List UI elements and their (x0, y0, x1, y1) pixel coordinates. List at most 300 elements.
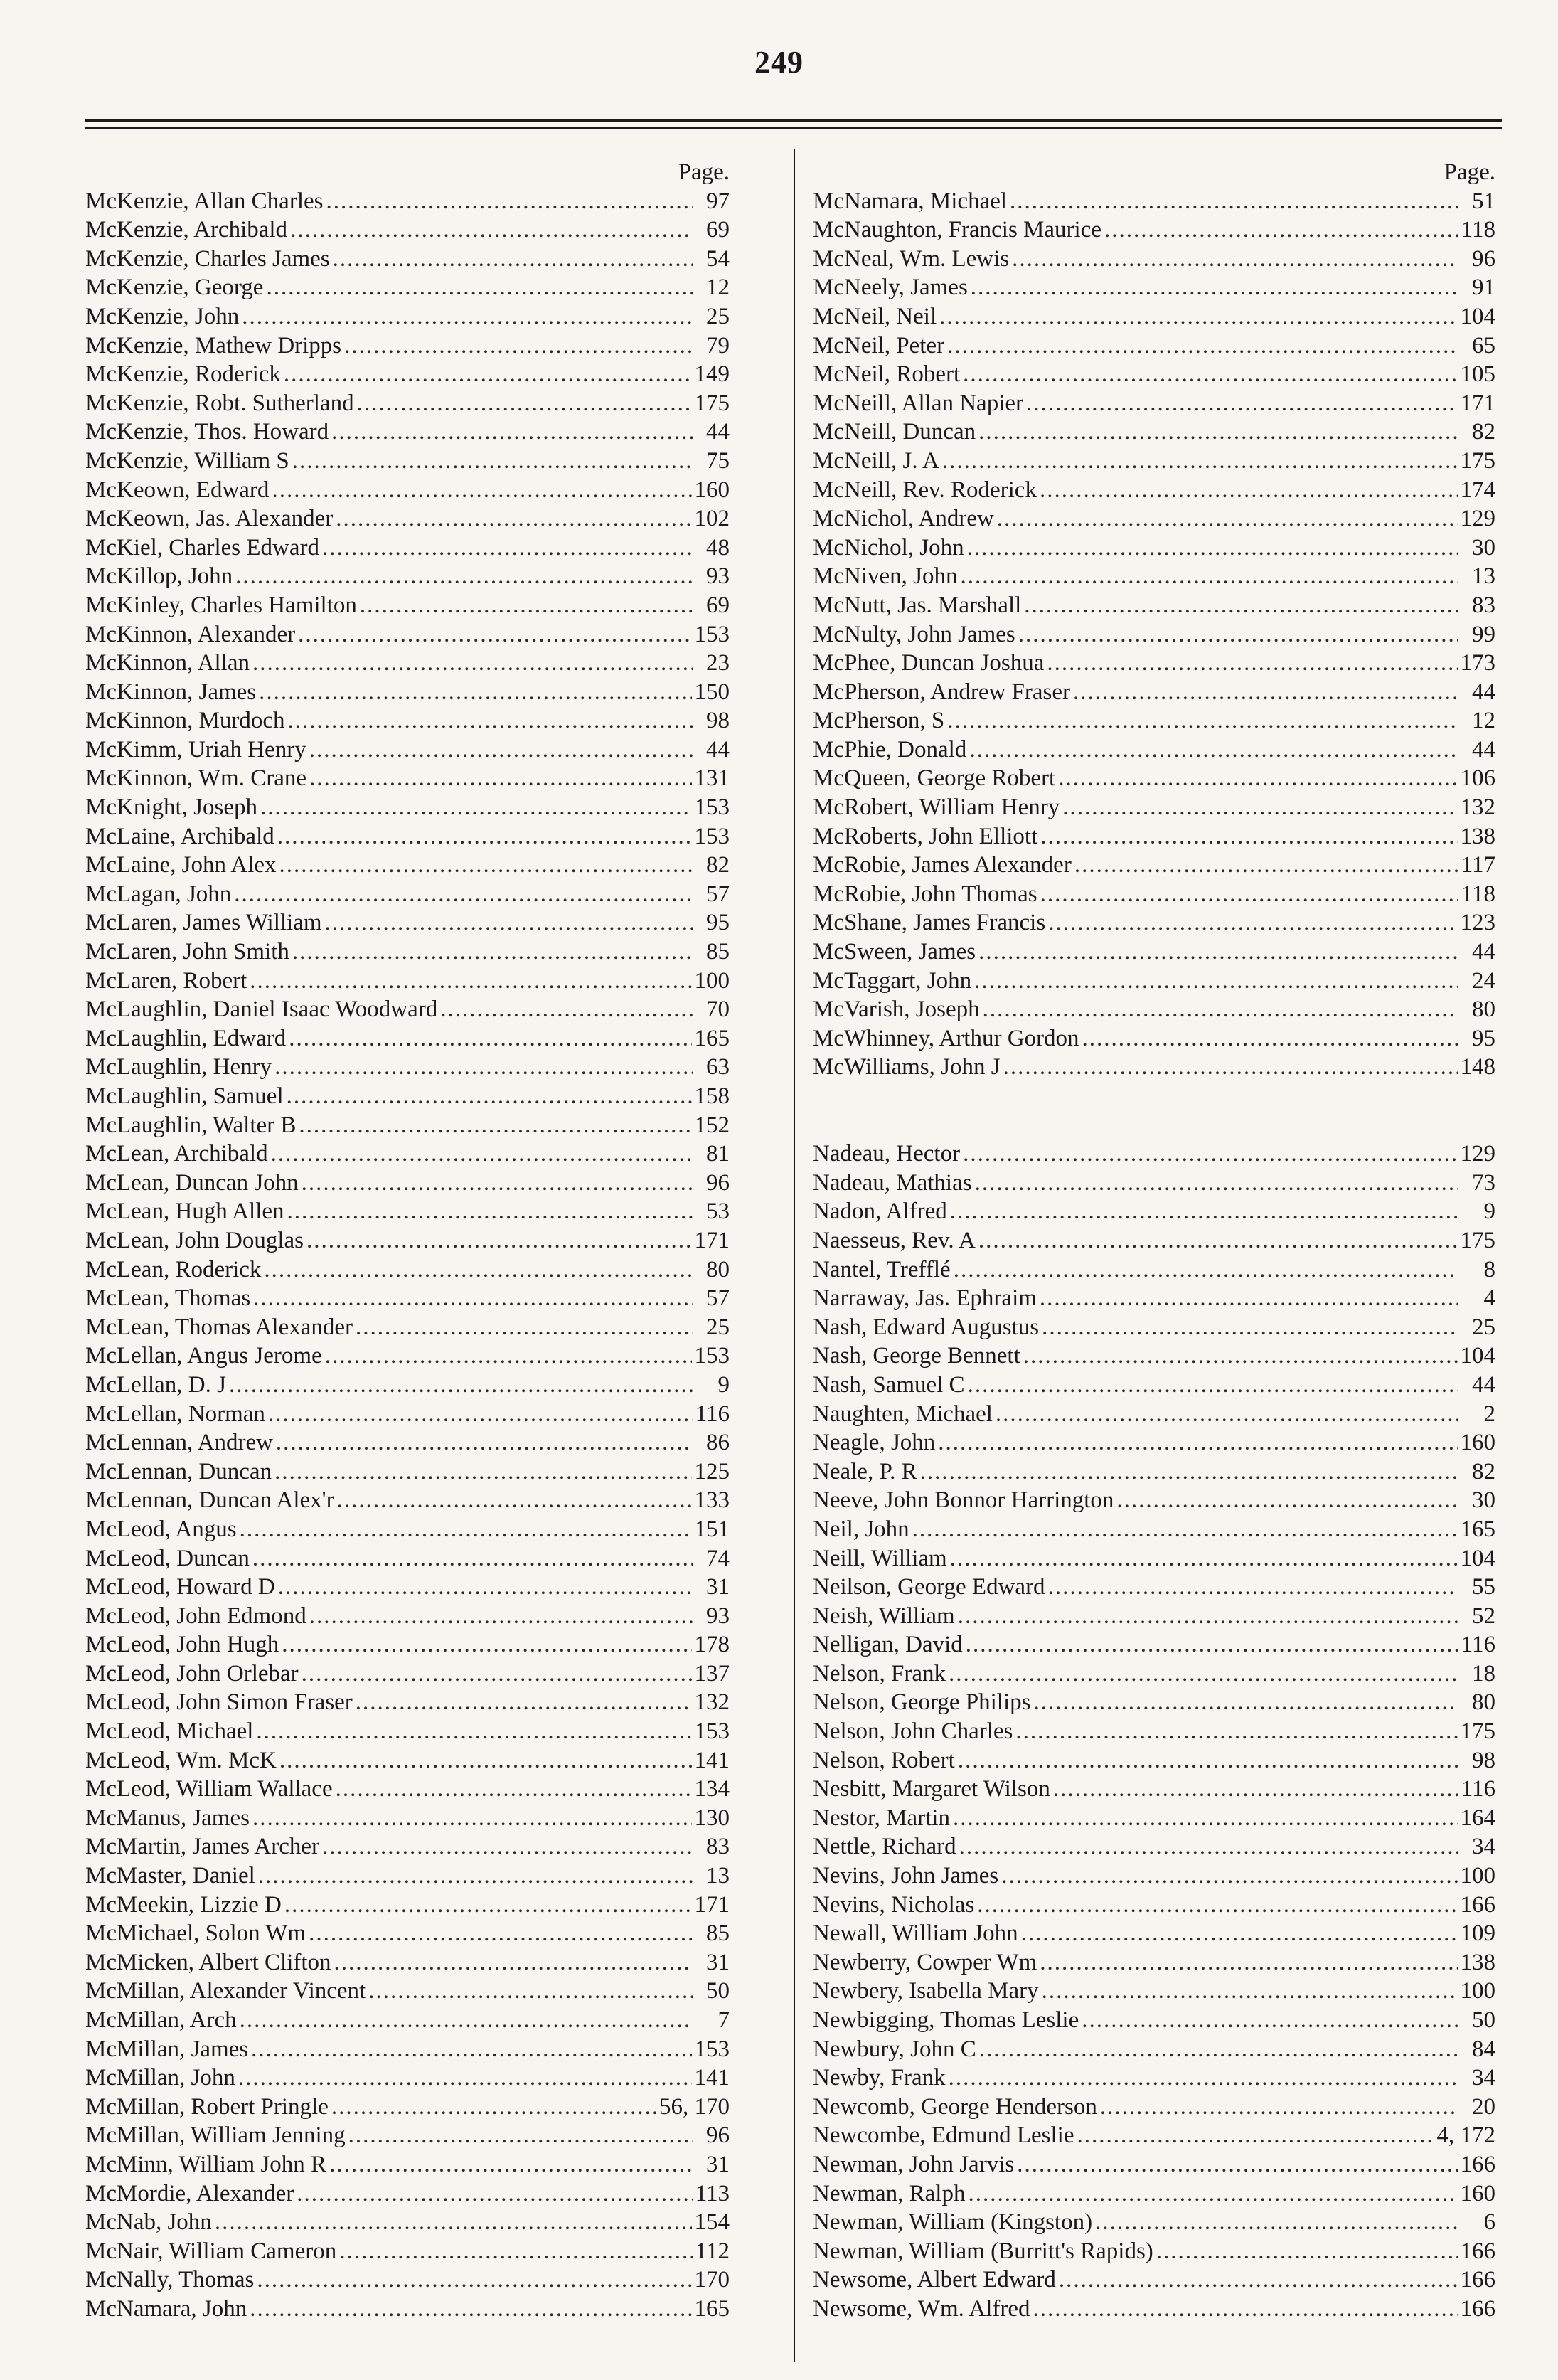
leader-dots (1021, 1919, 1458, 1948)
entry-page: 84 (1472, 2036, 1495, 2062)
index-entry (813, 1630, 1495, 1659)
entry-page: 82 (1472, 419, 1495, 445)
entry-name: McLaren, James William (85, 910, 322, 936)
entry-page: 30 (1472, 1487, 1495, 1514)
index-entry (85, 620, 730, 649)
index-entry (813, 1832, 1495, 1861)
entry-name: McKenzie, John (85, 303, 240, 329)
leader-dots (348, 2121, 693, 2150)
entry-page: 44 (706, 419, 730, 445)
leader-dots (1001, 1861, 1457, 1891)
entry-page: 116 (695, 1401, 730, 1427)
index-entry (813, 793, 1495, 822)
leader-dots (322, 1832, 693, 1861)
leader-dots (235, 562, 693, 591)
entry-name: Nelson, Robert (813, 1747, 955, 1773)
leader-dots (1023, 1342, 1458, 1371)
entry-page: 151 (694, 1516, 730, 1542)
entry-page: 165 (694, 1025, 730, 1051)
leader-dots (302, 1169, 693, 1198)
entry-name: McNichol, John (813, 534, 964, 561)
index-entry (85, 995, 730, 1024)
index-entry (85, 1746, 730, 1775)
leader-dots (268, 1400, 693, 1429)
index-entry (813, 1775, 1495, 1804)
leader-dots (368, 1977, 693, 2006)
entry-page: 52 (1472, 1603, 1495, 1629)
index-entry (813, 1804, 1495, 1833)
entry-name: McNeil, Robert (813, 361, 961, 388)
leader-dots (1017, 2150, 1457, 2179)
leader-dots (963, 1139, 1457, 1169)
index-entry (85, 360, 730, 389)
entry-page: 117 (1461, 852, 1495, 878)
entry-page: 53 (706, 1199, 730, 1225)
entry-name: McKinnon, Alexander (85, 621, 296, 647)
entry-page: 113 (695, 2180, 730, 2206)
index-entry (813, 302, 1495, 331)
entry-page: 116 (1461, 1776, 1495, 1802)
entry-name: Newbery, Isabella Mary (813, 1978, 1039, 2004)
right-entry-list-mc (813, 187, 1495, 1082)
entry-name: Newsome, Albert Edward (813, 2267, 1056, 2293)
entry-name: Nadeau, Mathias (813, 1169, 972, 1196)
entry-page: 175 (1460, 447, 1495, 474)
leader-dots (939, 302, 1457, 331)
entry-page: 57 (706, 881, 730, 907)
entry-name: Nelson, John Charles (813, 1718, 1013, 1745)
leader-dots (287, 1197, 693, 1226)
entry-name: McMordie, Alexander (85, 2180, 294, 2206)
leader-dots (290, 216, 693, 245)
entry-page: 153 (694, 823, 730, 849)
entry-name: McLellan, Angus Jerome (85, 1343, 322, 1369)
entry-name: McMillan, Arch (85, 2007, 237, 2033)
index-entry (813, 2035, 1495, 2064)
entry-name: McVarish, Joseph (813, 997, 980, 1023)
entry-page: 7 (717, 2007, 730, 2033)
index-entry (85, 1400, 730, 1429)
entry-page: 34 (1472, 2065, 1495, 2091)
entry-name: Newbigging, Thomas Leslie (813, 2007, 1079, 2033)
entry-name: Nadon, Alfred (813, 1199, 947, 1225)
entry-name: Newman, William (Kingston) (813, 2209, 1093, 2236)
entry-name: McKnight, Joseph (85, 795, 257, 821)
entry-name: McMillan, William Jenning (85, 2123, 346, 2149)
index-entry (85, 1630, 730, 1659)
index-entry (813, 1659, 1495, 1689)
entry-page: 6 (1483, 2209, 1495, 2236)
index-entry (813, 1169, 1495, 1198)
entry-page: 158 (694, 1083, 730, 1109)
entry-name: McKenzie, William S (85, 447, 289, 474)
leader-dots (949, 2063, 1458, 2093)
leader-dots (284, 1891, 692, 1920)
entry-page: 31 (706, 2151, 730, 2177)
entry-page: 173 (1460, 650, 1495, 676)
entry-page: 93 (706, 1603, 730, 1629)
leader-dots (1100, 2093, 1458, 2122)
left-page-heading: Page. (678, 159, 730, 185)
index-entry (85, 1082, 730, 1111)
entry-page: 116 (1461, 1632, 1495, 1658)
page-number: 249 (754, 45, 804, 80)
index-entry (813, 389, 1495, 418)
entry-name: Nash, Edward Augustus (813, 1314, 1040, 1340)
index-entry (85, 2265, 730, 2295)
entry-page: 12 (1472, 708, 1495, 734)
index-entry (85, 2179, 730, 2209)
index-entry (813, 2006, 1495, 2035)
entry-name: McKimm, Uriah Henry (85, 736, 306, 763)
leader-dots (274, 1053, 693, 1082)
entry-page: 175 (1460, 1227, 1495, 1253)
index-entry (85, 1659, 730, 1689)
entry-name: McLean, John Douglas (85, 1227, 304, 1253)
index-entry (85, 1891, 730, 1920)
entry-name: Neagle, John (813, 1430, 936, 1456)
index-entry (85, 1717, 730, 1746)
entry-name: McNichol, Andrew (813, 506, 994, 532)
entry-page: 24 (1472, 967, 1495, 994)
entry-page: 83 (706, 1834, 730, 1860)
leader-dots (1104, 216, 1458, 245)
leader-dots (309, 1602, 693, 1631)
entry-name: McLeod, Michael (85, 1718, 254, 1745)
entry-name: McLean, Roderick (85, 1256, 262, 1282)
index-entry (85, 1602, 730, 1631)
entry-page: 86 (706, 1430, 730, 1456)
entry-page: 95 (706, 910, 730, 936)
index-entry (85, 1861, 730, 1891)
entry-name: McKiel, Charles Edward (85, 534, 319, 561)
entry-name: McLaughlin, Edward (85, 1025, 287, 1051)
entry-page: 152 (694, 1112, 730, 1138)
entry-page: 178 (694, 1632, 730, 1658)
entry-name: McNamara, Michael (813, 188, 1008, 214)
index-entry (85, 1775, 730, 1804)
entry-name: McNeill, Duncan (813, 419, 976, 445)
leader-dots (331, 2093, 656, 2122)
entry-page: 69 (706, 592, 730, 618)
leader-dots (250, 2295, 691, 2324)
entry-name: Nelligan, David (813, 1632, 963, 1658)
leader-dots (1040, 1284, 1458, 1313)
entry-name: McKeown, Jas. Alexander (85, 506, 334, 532)
leader-dots (1048, 1573, 1458, 1602)
entry-name: McKenzie, Thos. Howard (85, 419, 329, 445)
leader-dots (258, 1861, 693, 1891)
leader-dots (1095, 2208, 1458, 2237)
entry-page: 130 (694, 1805, 730, 1831)
header-rule-thin (85, 127, 1502, 129)
index-entry (813, 937, 1495, 967)
leader-dots (325, 1342, 692, 1371)
index-entry (85, 764, 730, 793)
leader-dots (1082, 2006, 1458, 2035)
entry-page: 175 (1460, 1718, 1495, 1745)
entry-name: McKinnon, Murdoch (85, 708, 285, 734)
index-entry (85, 504, 730, 533)
entry-page: 132 (1460, 795, 1495, 821)
leader-dots (337, 1486, 692, 1515)
entry-page: 160 (1460, 2180, 1495, 2206)
entry-name: McKinnon, Wm. Crane (85, 765, 307, 792)
entry-page: 98 (1472, 1747, 1495, 1773)
entry-name: Nestor, Martin (813, 1805, 950, 1831)
index-entry (85, 1342, 730, 1371)
entry-name: McMaster, Daniel (85, 1863, 255, 1889)
entry-page: 73 (1472, 1169, 1495, 1196)
index-entry (813, 2093, 1495, 2122)
index-entry (813, 1919, 1495, 1948)
entry-page: 96 (1472, 245, 1495, 272)
entry-page: 141 (694, 2065, 730, 2091)
entry-page: 93 (706, 563, 730, 590)
entry-page: 9 (717, 1371, 730, 1398)
entry-name: McMichael, Solon Wm (85, 1921, 306, 1947)
entry-page: 123 (1460, 910, 1495, 936)
leader-dots (329, 2150, 693, 2179)
entry-name: McNeill, Allan Napier (813, 390, 1024, 416)
column-divider (794, 149, 795, 2362)
leader-dots (279, 1746, 692, 1775)
entry-name: McLeod, John Hugh (85, 1632, 279, 1658)
entry-name: Newbury, John C (813, 2036, 976, 2062)
index-entry (813, 187, 1495, 216)
index-entry (85, 1832, 730, 1861)
entry-page: 85 (706, 939, 730, 965)
entry-page: 134 (694, 1776, 730, 1802)
index-entry (85, 735, 730, 765)
leader-dots (287, 1082, 692, 1111)
leader-dots (979, 2035, 1458, 2064)
leader-dots (292, 447, 693, 476)
entry-name: McNeil, Neil (813, 303, 937, 329)
entry-name: McWilliams, John J (813, 1054, 1001, 1080)
index-entry (813, 447, 1495, 476)
entry-page: 175 (694, 390, 730, 416)
entry-page: 109 (1460, 1921, 1495, 1947)
leader-dots (356, 1313, 693, 1342)
index-entry (85, 1457, 730, 1487)
leader-dots (968, 1371, 1458, 1400)
leader-dots (971, 273, 1458, 302)
entry-name: McLagan, John (85, 881, 232, 907)
leader-dots (279, 851, 693, 880)
entry-name: McSween, James (813, 939, 976, 965)
entry-name: McWhinney, Arthur Gordon (813, 1025, 1079, 1051)
leader-dots (252, 1544, 693, 1573)
entry-name: Newberry, Cowper Wm (813, 1949, 1037, 1975)
entry-page: 30 (1472, 534, 1495, 561)
entry-name: McMillan, James (85, 2036, 249, 2062)
entry-page: 171 (694, 1891, 730, 1918)
entry-page: 55 (1472, 1574, 1495, 1600)
entry-page: 75 (706, 447, 730, 474)
entry-name: McLennan, Duncan Alex'r (85, 1487, 334, 1514)
entry-name: McRobert, William Henry (813, 795, 1060, 821)
entry-name: McLennan, Andrew (85, 1430, 273, 1456)
entry-page: 50 (706, 1978, 730, 2004)
leader-dots (277, 822, 692, 851)
index-entry (813, 851, 1495, 880)
index-entry (85, 1544, 730, 1573)
entry-page: 12 (706, 275, 730, 301)
leader-dots (1040, 1948, 1457, 1977)
entry-name: McKenzie, Mathew Dripps (85, 332, 342, 358)
entry-name: McLeod, John Simon Fraser (85, 1689, 353, 1716)
leader-dots (271, 1139, 693, 1169)
entry-name: Newcombe, Edmund Leslie (813, 2123, 1074, 2149)
entry-name: McNab, John (85, 2209, 212, 2236)
leader-dots (240, 2006, 693, 2035)
entry-name: Neilson, George Edward (813, 1574, 1045, 1600)
entry-page: 153 (694, 2036, 730, 2062)
index-entry (85, 1977, 730, 2006)
index-entry (813, 1717, 1495, 1746)
index-entry (85, 1284, 730, 1313)
entry-name: McMinn, William John R (85, 2151, 327, 2177)
leader-dots (977, 1891, 1457, 1920)
leader-dots (299, 1111, 691, 1140)
entry-name: McLeod, Wm. McK (85, 1747, 277, 1773)
leader-dots (947, 331, 1458, 361)
index-entry (813, 360, 1495, 389)
entry-name: McNutt, Jas. Marshall (813, 592, 1022, 618)
leader-dots (1047, 649, 1457, 678)
entry-name: Nelson, George Philips (813, 1689, 1031, 1716)
entry-name: Neill, William (813, 1545, 947, 1571)
entry-name: McNeal, Wm. Lewis (813, 245, 1010, 272)
entry-name: Nantel, Trefflé (813, 1256, 951, 1282)
entry-page: 44 (1472, 1371, 1495, 1398)
entry-page: 153 (694, 1343, 730, 1369)
index-entry (85, 706, 730, 735)
index-entry (813, 1400, 1495, 1429)
index-entry (85, 2237, 730, 2266)
leader-dots (983, 995, 1458, 1024)
leader-dots (360, 591, 693, 620)
index-entry (813, 1602, 1495, 1631)
leader-dots (215, 2208, 692, 2237)
entry-page: 4, 172 (1436, 2123, 1495, 2149)
entry-name: McLaine, John Alex (85, 852, 277, 878)
leader-dots (252, 1804, 692, 1833)
index-entry (813, 1486, 1495, 1515)
entry-page: 57 (706, 1285, 730, 1312)
entry-page: 2 (1483, 1401, 1495, 1427)
entry-name: McLeod, Duncan (85, 1545, 250, 1571)
entry-page: 44 (706, 736, 730, 763)
leader-dots (257, 2265, 691, 2295)
leader-dots (1010, 187, 1458, 216)
leader-dots (309, 735, 693, 765)
index-entry (813, 1342, 1495, 1371)
index-entry (85, 2208, 730, 2237)
entry-name: Newman, William (Burritt's Rapids) (813, 2238, 1153, 2264)
leader-dots (284, 360, 692, 389)
entry-name: McLean, Hugh Allen (85, 1199, 284, 1225)
entry-name: Nettle, Richard (813, 1834, 956, 1860)
index-entry (85, 1024, 730, 1053)
entry-name: Nash, Samuel C (813, 1371, 965, 1398)
index-entry (85, 1169, 730, 1198)
entry-name: McNamara, John (85, 2295, 247, 2322)
leader-dots (252, 649, 693, 678)
index-entry (85, 1197, 730, 1226)
entry-page: 160 (694, 477, 730, 503)
leader-dots (1042, 1313, 1458, 1342)
index-entry (85, 2035, 730, 2064)
index-entry (813, 967, 1495, 996)
leader-dots (259, 678, 691, 707)
index-entry (85, 1053, 730, 1082)
leader-dots (292, 937, 693, 967)
index-entry (813, 1861, 1495, 1891)
index-entry (85, 2150, 730, 2179)
index-entry (85, 2006, 730, 2035)
entry-name: Newman, John Jarvis (813, 2151, 1015, 2177)
leader-dots (974, 967, 1458, 996)
entry-page: 118 (1461, 881, 1495, 907)
entry-name: McKenzie, Archibald (85, 217, 288, 243)
entry-page: 83 (1472, 592, 1495, 618)
leader-dots (276, 1428, 693, 1457)
entry-name: Naughten, Michael (813, 1401, 993, 1427)
index-entry (813, 706, 1495, 735)
entry-page: 100 (1460, 1978, 1495, 2004)
entry-page: 104 (1460, 303, 1495, 329)
index-entry (85, 245, 730, 274)
entry-name: McNaughton, Francis Maurice (813, 217, 1101, 243)
leader-dots (1156, 2237, 1458, 2266)
entry-page: 82 (1472, 1458, 1495, 1484)
leader-dots (947, 706, 1458, 735)
leader-dots (253, 1284, 693, 1313)
entry-name: McTaggart, John (813, 967, 972, 994)
leader-dots (953, 1804, 1458, 1833)
index-entry (85, 2295, 730, 2324)
entry-name: McNiven, John (813, 563, 958, 590)
entry-page: 96 (706, 1169, 730, 1196)
leader-dots (1048, 908, 1457, 937)
leader-dots (336, 504, 691, 533)
leader-dots (958, 1602, 1458, 1631)
entry-page: 69 (706, 217, 730, 243)
leader-dots (344, 331, 693, 361)
entry-name: McLellan, Norman (85, 1401, 265, 1427)
index-entry (85, 1515, 730, 1544)
entry-page: 4 (1483, 1285, 1495, 1312)
entry-name: McKenzie, George (85, 275, 264, 301)
index-entry (813, 1428, 1495, 1457)
entry-page: 48 (706, 534, 730, 561)
index-entry (85, 937, 730, 967)
index-entry (813, 1688, 1495, 1717)
entry-name: McKillop, John (85, 563, 233, 590)
entry-page: 85 (706, 1921, 730, 1947)
entry-name: McKeown, Edward (85, 477, 270, 503)
entry-name: McLaren, John Smith (85, 939, 289, 965)
entry-name: Newcomb, George Henderson (813, 2093, 1097, 2120)
entry-page: 132 (694, 1689, 730, 1716)
entry-page: 31 (706, 1574, 730, 1600)
leader-dots (251, 2035, 691, 2064)
leader-dots (1116, 1486, 1458, 1515)
leader-dots (274, 1457, 691, 1487)
entry-page: 50 (1472, 2007, 1495, 2033)
